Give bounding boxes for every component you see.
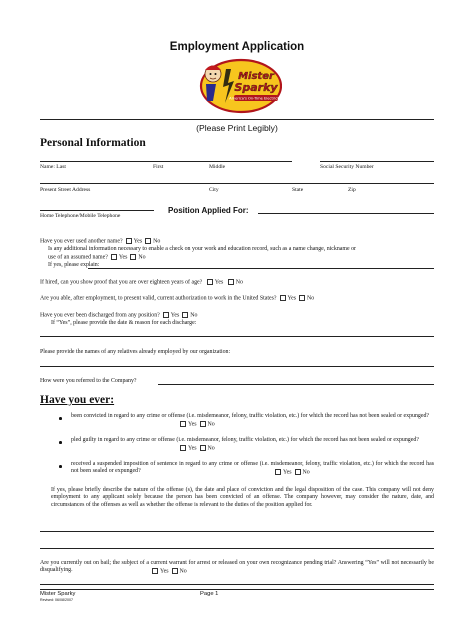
yes-label: Yes [170, 312, 180, 319]
explain-line-1[interactable] [40, 531, 434, 532]
hye-3-no-checkbox[interactable] [295, 469, 301, 475]
q-other-name-yes-checkbox[interactable] [126, 238, 132, 244]
q-age-yes-checkbox[interactable] [207, 279, 213, 285]
name-line[interactable] [40, 161, 292, 162]
q-age [40, 279, 243, 287]
yes-label: Yes [188, 445, 197, 452]
header-rule [40, 119, 434, 120]
warrant-line[interactable] [40, 584, 434, 585]
q-relatives: Please provide the names of any relatives already employed by our organization: [40, 349, 231, 355]
q-assumed-yes-checkbox[interactable] [111, 254, 117, 260]
no-label: No [307, 295, 315, 302]
yes-label: Yes [283, 469, 292, 476]
no-label: No [235, 279, 243, 286]
label-first: First [153, 164, 164, 170]
no-label: No [207, 421, 215, 428]
company-logo [196, 57, 282, 115]
svg-text:America's On-Time Electrician: America's On-Time Electrician [229, 96, 282, 101]
footer-page-number: Page 1 [200, 591, 219, 597]
label-middle: Middle [209, 164, 226, 170]
yes-label: Yes [287, 295, 297, 302]
label-city: City [209, 187, 219, 193]
hye-2-yes-checkbox[interactable] [180, 445, 186, 451]
q-age-text: If hired, can you show proof that you are over eighteen years of age? [40, 279, 203, 286]
warrant-yes-checkbox[interactable] [152, 568, 158, 574]
q-discharged-text: Have you ever been discharged from any position? [40, 312, 160, 319]
hye-1-yes-checkbox[interactable] [180, 421, 186, 427]
label-zip: Zip [348, 187, 356, 193]
footer-rule [40, 589, 434, 590]
mister-sparky-logo-icon [196, 57, 282, 115]
svg-text:Sparky: Sparky [234, 81, 278, 94]
yes-label: Yes [118, 254, 128, 261]
referred-line[interactable] [158, 384, 434, 385]
phone-line[interactable] [40, 210, 154, 211]
q-other-name-no-checkbox[interactable] [145, 238, 151, 244]
q-other-name [40, 238, 160, 246]
q-authorization-text: Are you able, after employment, to present valid, current authorization to work in the United States? [40, 295, 277, 302]
no-label: No [179, 568, 187, 575]
print-legibly-note: (Please Print Legibly) [196, 123, 278, 133]
no-label: No [302, 469, 310, 476]
q-other-name-note2-text: use of an assumed name? [48, 254, 108, 261]
discharge-line-1[interactable] [40, 336, 434, 337]
q-authorization-no-checkbox[interactable] [299, 295, 305, 301]
form-title: Employment Application [169, 41, 305, 53]
yes-label: Yes [160, 568, 169, 575]
label-name-last: Name: Last [40, 164, 66, 170]
personal-info-heading: Personal Information [40, 137, 146, 149]
no-label: No [138, 254, 146, 261]
q-explain-label: If yes, please explain: [48, 262, 100, 268]
bullet-icon [59, 465, 62, 468]
no-label: No [207, 445, 215, 452]
q-assumed-no-checkbox[interactable] [130, 254, 136, 260]
footer-revised: Revised: 06/08/2007 [40, 598, 73, 602]
hye-item-2-checks [180, 445, 215, 453]
svg-text:Mister: Mister [238, 71, 274, 82]
q-referred: How were you referred to the Company? [40, 378, 137, 384]
hye-item-3-checks [275, 469, 310, 477]
q-warrant: Are you currently out on bail; the subject of a current warrant for arrest or released on your own recognizance pending trial? Answering “Yes” will not necessarily be disqualifying. [40, 560, 434, 574]
q-other-name-text: Have you ever used another name? [40, 238, 123, 245]
no-label: No [190, 312, 198, 319]
label-ssn: Social Security Number [320, 164, 374, 170]
q-authorization-yes-checkbox[interactable] [280, 295, 286, 301]
no-label: No [153, 238, 161, 245]
hye-explain: If yes, please briefly describe the nature of the offense (s), the date and place of conviction and the legal disposition of the case. This company will not deny employment to any applicant solely because the person has been convicted of an offense. The company however, may consider the nature, date, and circumstances of the offenses as well as whether the offense is relevant to the duties of the position applied for. [51, 487, 434, 508]
explain-line-2[interactable] [40, 548, 434, 549]
hye-item-1: been convicted in regard to any crime or offense (i.e. misdemeanor, felony, traffic violation, etc.) for which the record has not been sealed or expunged? [71, 413, 430, 419]
label-position-applied: Position Applied For: [168, 206, 249, 215]
label-state: State [292, 187, 304, 193]
yes-label: Yes [188, 421, 197, 428]
bullet-icon [59, 441, 62, 444]
hye-item-3: received a suspended imposition of sentence in regard to any crime or offense (i.e. misdemeanor, felony, traffic violation, etc.) for which the record has not been sealed or expunged? [71, 461, 434, 475]
position-line[interactable] [258, 213, 434, 214]
footer-company: Mister Sparky [40, 591, 76, 597]
q-discharged [40, 312, 197, 320]
q-other-name-note: Is any additional information necessary to enable a check on your work and education record, such as a name change, nickname or [48, 246, 356, 252]
q-discharged-note: If “Yes”, please provide the date & reason for each discharge: [51, 320, 197, 326]
hye-item-2: pled guilty in regard to any crime or offense (i.e. misdemeanor, felony, traffic violation, etc.) for which the record has not been sealed or expunged? [71, 437, 419, 443]
hye-2-no-checkbox[interactable] [200, 445, 206, 451]
q-warrant-checks [152, 568, 187, 576]
q-age-no-checkbox[interactable] [228, 279, 234, 285]
bullet-icon [59, 417, 62, 420]
have-you-ever-heading: Have you ever: [40, 394, 115, 406]
q-authorization [40, 295, 314, 303]
q-discharged-yes-checkbox[interactable] [163, 312, 169, 318]
q-other-name-note2 [48, 254, 146, 262]
label-phone: Home Telephone/Mobile Telephone [40, 213, 121, 219]
address-line[interactable] [40, 183, 434, 184]
ssn-line[interactable] [320, 161, 434, 162]
relatives-line-1[interactable] [40, 366, 434, 367]
warrant-no-checkbox[interactable] [172, 568, 178, 574]
yes-label: Yes [133, 238, 143, 245]
explain-line[interactable] [88, 268, 434, 269]
hye-3-yes-checkbox[interactable] [275, 469, 281, 475]
hye-item-1-checks [180, 421, 215, 429]
label-street: Present Street Address [40, 187, 91, 193]
q-discharged-no-checkbox[interactable] [182, 312, 188, 318]
yes-label: Yes [214, 279, 224, 286]
hye-1-no-checkbox[interactable] [200, 421, 206, 427]
